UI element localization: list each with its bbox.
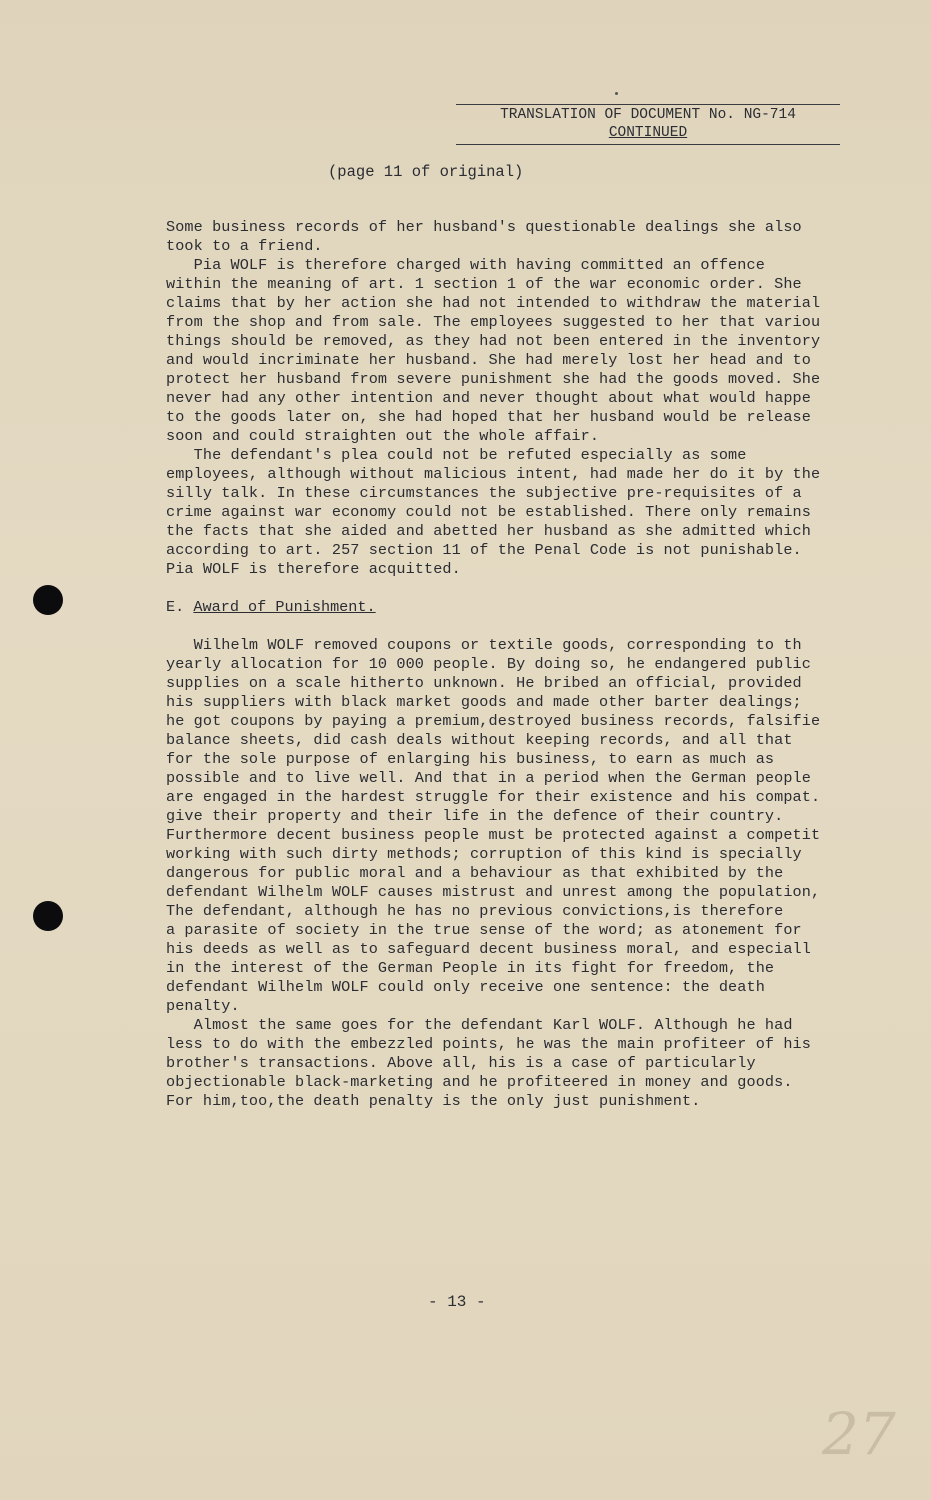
text-line: defendant Wilhelm WOLF could only receive one sentence: the death bbox=[166, 978, 765, 996]
text-line: within the meaning of art. 1 section 1 of the war economic order. She bbox=[166, 275, 802, 293]
text-line: supplies on a scale hitherto unknown. He bribed an official, provided bbox=[166, 674, 802, 692]
text-line: took to a friend. bbox=[166, 237, 323, 255]
text-line: are engaged in the hardest struggle for their existence and his compat. bbox=[166, 788, 821, 806]
text-line: according to art. 257 section 11 of the Penal Code is not punishable. bbox=[166, 541, 802, 559]
original-page-reference: (page 11 of original) bbox=[328, 163, 524, 181]
text-line: from the shop and from sale. The employees suggested to her that variou bbox=[166, 313, 821, 331]
text-line: to the goods later on, she had hoped that her husband would be release bbox=[166, 408, 811, 426]
text-line: things should be removed, as they had not been entered in the inventory bbox=[166, 332, 821, 350]
text-line: Furthermore decent business people must be protected against a competit bbox=[166, 826, 821, 844]
text-line: yearly allocation for 10 000 people. By doing so, he endangered public bbox=[166, 655, 811, 673]
text-line: balance sheets, did cash deals without keeping records, and all that bbox=[166, 731, 793, 749]
text-line: For him,too,the death penalty is the only just punishment. bbox=[166, 1092, 701, 1110]
text-line: his suppliers with black market goods and made other barter dealings; bbox=[166, 693, 802, 711]
text-line: his deeds as well as to safeguard decent business moral, and especiall bbox=[166, 940, 811, 958]
text-line: Pia WOLF is therefore charged with having committed an offence bbox=[166, 256, 765, 274]
text-line: Wilhelm WOLF removed coupons or textile goods, corresponding to th bbox=[166, 636, 802, 654]
text-line: possible and to live well. And that in a period when the German people bbox=[166, 769, 811, 787]
text-line: claims that by her action she had not intended to withdraw the material bbox=[166, 294, 821, 312]
text-line: brother's transactions. Above all, his is a case of particularly bbox=[166, 1054, 756, 1072]
text-line: The defendant's plea could not be refuted especially as some bbox=[166, 446, 747, 464]
text-line: for the sole purpose of enlarging his business, to earn as much as bbox=[166, 750, 775, 768]
text-line: dangerous for public moral and a behaviour as that exhibited by the bbox=[166, 864, 784, 882]
text-line: give their property and their life in the defence of their country. bbox=[166, 807, 784, 825]
page-number: - 13 - bbox=[428, 1293, 486, 1311]
text-line: Pia WOLF is therefore acquitted. bbox=[166, 560, 461, 578]
text-line: objectionable black-marketing and he profiteered in money and goods. bbox=[166, 1073, 793, 1091]
text-line: working with such dirty methods; corruption of this kind is specially bbox=[166, 845, 802, 863]
text-line: The defendant, although he has no previous convictions,is therefore bbox=[166, 902, 784, 920]
text-line: soon and could straighten out the whole affair. bbox=[166, 427, 600, 445]
header-continued: CONTINUED bbox=[608, 125, 688, 141]
ink-dot bbox=[615, 92, 618, 95]
section-title: Award of Punishment. bbox=[193, 598, 376, 616]
text-line: silly talk. In these circumstances the subjective pre-requisites of a bbox=[166, 484, 802, 502]
punch-hole-icon bbox=[33, 585, 63, 615]
document-header bbox=[456, 104, 840, 145]
header-title: TRANSLATION OF DOCUMENT No. NG-714 bbox=[500, 107, 796, 123]
text-line: protect her husband from severe punishment she had the goods moved. She bbox=[166, 370, 821, 388]
text-line: defendant Wilhelm WOLF causes mistrust and unrest among the population, bbox=[166, 883, 821, 901]
text-line: and would incriminate her husband. She had merely lost her head and to bbox=[166, 351, 811, 369]
section-heading bbox=[166, 598, 376, 616]
text-line: penalty. bbox=[166, 997, 240, 1015]
handwritten-sheet-number: 27 bbox=[822, 1400, 896, 1468]
text-line: he got coupons by paying a premium,destroyed business records, falsifie bbox=[166, 712, 821, 730]
text-line: a parasite of society in the true sense of the word; as atonement for bbox=[166, 921, 802, 939]
text-line: never had any other intention and never thought about what would happe bbox=[166, 389, 811, 407]
text-line: the facts that she aided and abetted her husband as she admitted which bbox=[166, 522, 811, 540]
section-letter: E. bbox=[166, 598, 185, 616]
text-line: Some business records of her husband's questionable dealings she also bbox=[166, 218, 802, 236]
text-line: in the interest of the German People in its fight for freedom, the bbox=[166, 959, 775, 977]
text-line: Almost the same goes for the defendant Karl WOLF. Although he had bbox=[166, 1016, 793, 1034]
text-line: employees, although without malicious intent, had made her do it by the bbox=[166, 465, 821, 483]
text-line: crime against war economy could not be established. There only remains bbox=[166, 503, 811, 521]
text-line: less to do with the embezzled points, he was the main profiteer of his bbox=[166, 1035, 811, 1053]
punch-hole-icon bbox=[33, 901, 63, 931]
